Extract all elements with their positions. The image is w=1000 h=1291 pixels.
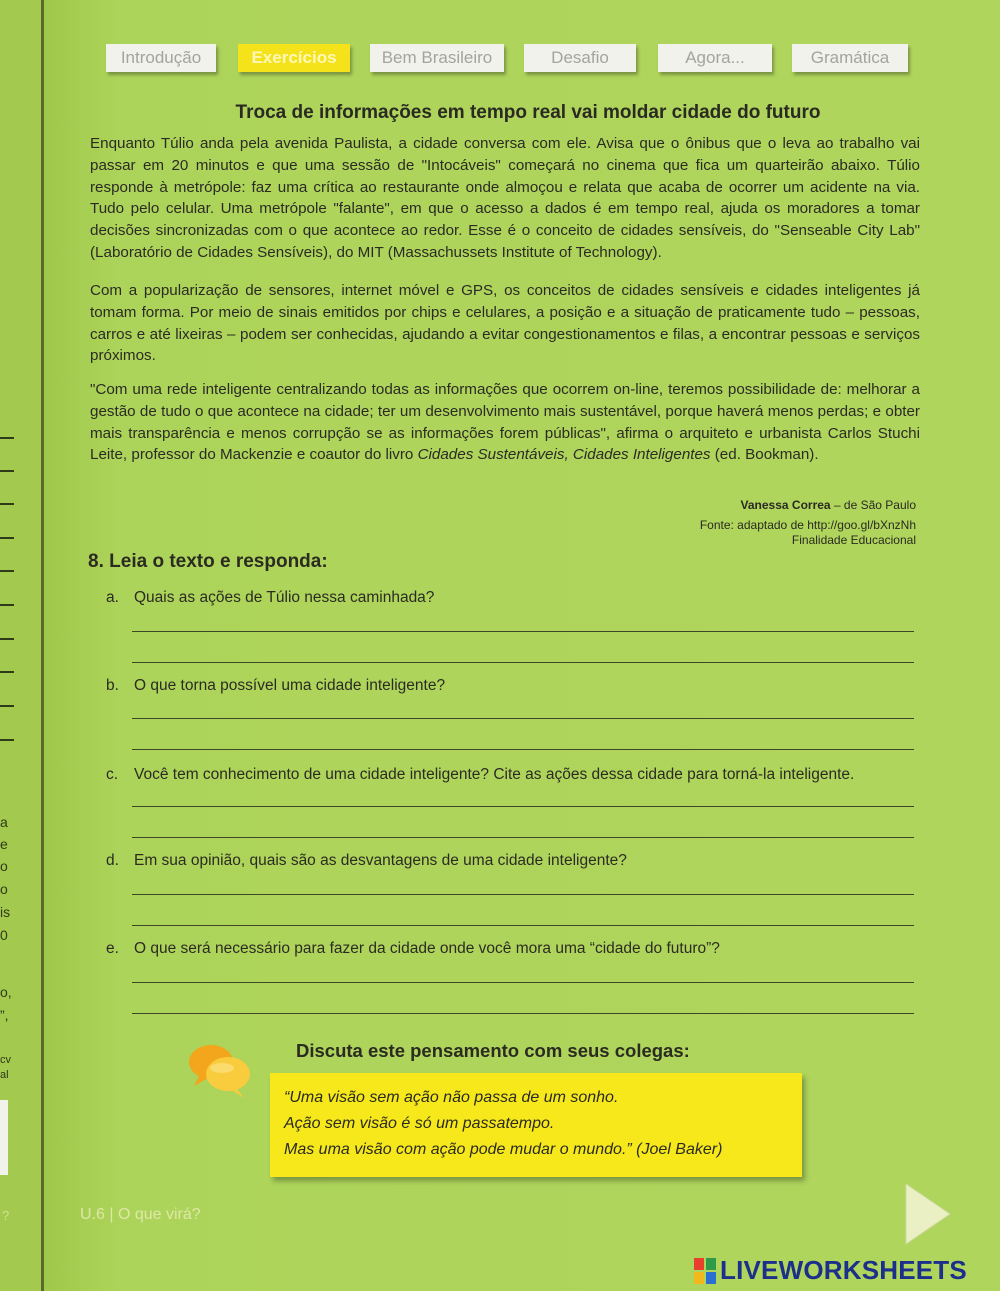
answer-line-e2[interactable] — [132, 1013, 914, 1014]
article-title: Troca de informações em tempo real vai moldar cidade do futuro — [235, 102, 821, 123]
margin-text: o, — [0, 984, 12, 1000]
article-author — [741, 498, 916, 513]
question-text: Quais as ações de Túlio nessa caminhada? — [134, 589, 435, 606]
question-text: O que será necessário para fazer da cidade onde você mora uma “cidade do futuro”? — [134, 940, 720, 957]
tab-introducao[interactable]: Introdução — [106, 44, 216, 72]
section-tabs — [106, 44, 916, 76]
margin-line — [0, 705, 14, 707]
answer-line-c2[interactable] — [132, 837, 914, 838]
discussion-heading: Discuta este pensamento com seus colegas: — [296, 1040, 690, 1061]
margin-text: e — [0, 836, 8, 852]
paragraph-3-text: "Com uma rede inteligente centralizando todas as informações que ocorrem on-line, teremos possibilidade de: melhorar a gestão de tudo o que acontece na cidade; ter um desenvolvimento mais sustentável, porque haverá menos perdas; e obter mais transparência e menos corrupção se as informações forem públicas", afirma o arquiteto e urbanista Carlos Stuchi Leite, professor do Mackenzie e coautor do livro — [90, 381, 920, 464]
margin-text: a — [0, 814, 8, 830]
margin-line — [0, 470, 14, 472]
author-location: – de São Paulo — [830, 498, 916, 512]
answer-line-d1[interactable] — [132, 894, 914, 895]
quote-line: Mas uma visão com ação pode mudar o mundo.” (Joel Baker) — [284, 1141, 723, 1158]
answer-line-d2[interactable] — [132, 925, 914, 926]
question-text: O que torna possível uma cidade inteligente? — [134, 677, 446, 694]
answer-line-c1[interactable] — [132, 806, 914, 807]
margin-text: o — [0, 881, 8, 897]
question-c — [106, 766, 854, 784]
author-name: Vanessa Correa — [740, 498, 831, 512]
margin-text: al — [0, 1069, 9, 1081]
tab-bem-brasileiro[interactable]: Bem Brasileiro — [370, 44, 504, 72]
worksheet-page — [44, 0, 1000, 1291]
liveworksheets-logo — [694, 1255, 967, 1286]
exercise-prompt: Leia o texto e responda: — [109, 551, 328, 572]
margin-text: 0 — [0, 927, 8, 943]
question-b — [106, 677, 445, 695]
margin-line — [0, 604, 14, 606]
margin-text: o — [0, 858, 8, 874]
brand-name: LIVEWORKSHEETS — [720, 1255, 967, 1285]
quote-box — [270, 1073, 802, 1177]
question-text: Em sua opinião, quais são as desvantagens de uma cidade inteligente? — [134, 852, 627, 869]
article-paragraph-1: Enquanto Túlio anda pela avenida Paulista, a cidade conversa com ele. Avisa que o ônibus que o leva ao trabalho vai passar em 20 minutos e que uma sessão de "Intocáveis" começará no cinema que fica um quarteirão abaixo. Túlio responde à metrópole: faz uma crítica ao restaurante onde almoçou e relata que acaba de ocorrer um acidente na via. Tudo pelo celular. Uma metrópole "falante", em que o acesso a dados é em tempo real, ajuda os moradores a tomar decisões sincronizadas com o que acontece ao redor. Esse é o conceito de cidades sensíveis, do "Senseable City Lab" (Laboratório de Cidades Sensíveis), do MIT (Massachussets Institute of Technology). — [90, 135, 920, 261]
question-text: Você tem conhecimento de uma cidade inteligente? Cite as ações dessa cidade para torná-la inteligente. — [134, 766, 855, 783]
book-title: Cidades Sustentáveis, Cidades Inteligentes — [417, 446, 711, 464]
question-letter: d. — [106, 852, 119, 869]
article-paragraph-2: Com a popularização de sensores, internet móvel e GPS, os conceitos de cidades sensíveis e cidades inteligentes já tomam forma. Por meio de sinais emitidos por chips e celulares, a posição e a situação de praticamente tudo – pessoas, carros e até lixeiras – podem ser conhecidas, ajudando a evitar congestionamentos e filas, a encontrar pessoas e serviços próximos. — [90, 282, 920, 365]
question-a — [106, 589, 434, 607]
article-source: Fonte: adaptado de http://goo.gl/bXnzNh — [699, 518, 916, 532]
answer-line-b2[interactable] — [132, 749, 914, 750]
margin-line — [0, 570, 14, 572]
paragraph-3-end: (ed. Bookman). — [710, 446, 819, 464]
question-letter: b. — [106, 677, 119, 694]
margin-line — [0, 671, 14, 673]
margin-text: cv — [0, 1054, 11, 1066]
margin-line — [0, 503, 14, 505]
margin-text: is — [0, 904, 11, 920]
margin-line — [0, 739, 14, 741]
tab-desafio[interactable]: Desafio — [524, 44, 636, 72]
article-purpose: Finalidade Educacional — [791, 533, 916, 547]
margin-line — [0, 537, 14, 539]
answer-line-a1[interactable] — [132, 631, 914, 632]
answer-line-b1[interactable] — [132, 718, 914, 719]
question-d — [106, 852, 627, 870]
unit-label: U.6 | O que virá? — [80, 1206, 201, 1223]
tab-agora[interactable]: Agora... — [658, 44, 772, 72]
page-number: 57 — [910, 1207, 925, 1222]
exercise-heading — [88, 551, 328, 573]
previous-page-edge — [0, 0, 44, 1291]
article-paragraph-3 — [90, 379, 920, 466]
quote-line: Ação sem visão é só um passatempo. — [284, 1115, 555, 1132]
margin-text: ? — [2, 1208, 10, 1223]
exercise-number: 8. — [88, 551, 104, 572]
question-letter: e. — [106, 940, 119, 957]
liveworksheets-icon — [694, 1258, 716, 1284]
tab-exercicios[interactable]: Exercícios — [238, 44, 350, 72]
margin-image — [0, 1100, 8, 1175]
question-letter: c. — [106, 766, 119, 783]
quote-line: “Uma visão sem ação não passa de um sonho. — [284, 1089, 619, 1106]
margin-line — [0, 638, 14, 640]
question-letter: a. — [106, 589, 119, 606]
answer-line-e1[interactable] — [132, 982, 914, 983]
speech-bubbles-icon — [186, 1040, 256, 1100]
margin-text: ”, — [0, 1007, 9, 1023]
tab-gramatica[interactable]: Gramática — [792, 44, 908, 72]
question-e — [106, 940, 720, 958]
margin-line — [0, 437, 14, 439]
answer-line-a2[interactable] — [132, 662, 914, 663]
